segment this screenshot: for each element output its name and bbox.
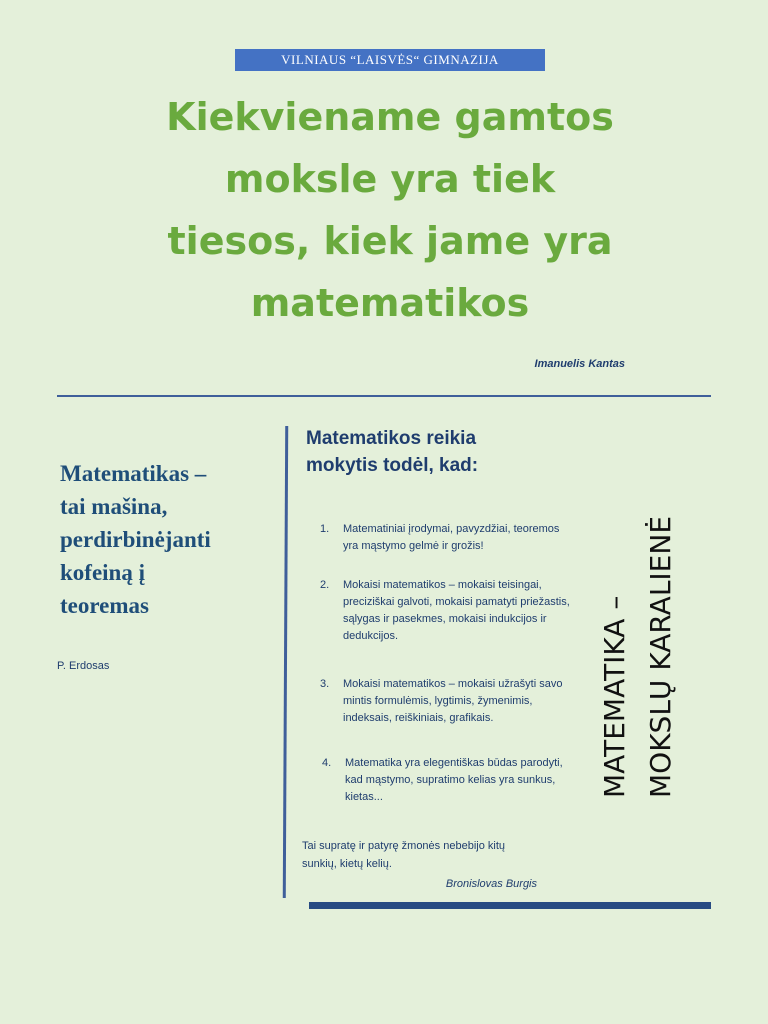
reasons-heading <box>306 425 566 479</box>
left-quote-line: Matematikas – <box>60 461 207 486</box>
left-quote-line: tai mašina, <box>60 494 168 519</box>
reasons-heading-line: mokytis todėl, kad: <box>306 455 479 476</box>
left-quote-line: perdirbinėjanti <box>60 527 211 552</box>
headline-author: Imanuelis Kantas <box>534 358 625 370</box>
vertical-title-line: MOKSLŲ KARALIENĖ <box>644 515 677 798</box>
headline-line: Kiekviename gamtos <box>166 95 614 139</box>
reason-number: 4. <box>322 757 332 769</box>
vertical-divider <box>283 426 288 898</box>
headline-line: matematikos <box>250 281 530 325</box>
headline-line: moksle yra tiek <box>224 157 556 201</box>
left-quote-line: kofeiną į <box>60 560 145 585</box>
closing-text: Tai supratę ir patyrę žmonės nebebijo kitų sunkių, kietų kelių. <box>302 840 505 870</box>
closing-author: Bronislovas Burgis <box>445 878 537 890</box>
headline-quote <box>150 86 630 334</box>
vertical-title-line: MATEMATIKA – <box>598 595 631 798</box>
vertical-title <box>592 498 692 798</box>
school-banner: VILNIAUS “LAISVĖS“ GIMNAZIJA <box>235 49 545 71</box>
left-quote <box>60 457 270 622</box>
horizontal-divider <box>57 395 711 397</box>
reason-text: Matematika yra elegentiškas būdas parodyti, kad mąstymo, supratimo kelias yra sunkus, kietas... <box>345 757 563 803</box>
reason-number: 1. <box>320 523 330 535</box>
reason-number: 3. <box>320 678 330 690</box>
reason-number: 2. <box>320 579 330 591</box>
reason-text: Matematiniai įrodymai, pavyzdžiai, teoremos yra mąstymo gelmė ir grožis! <box>343 523 560 552</box>
left-quote-line: teoremas <box>60 593 149 618</box>
bottom-bar <box>309 902 711 909</box>
left-quote-author: P. Erdosas <box>57 660 110 672</box>
reason-text: Mokaisi matematikos – mokaisi teisingai, preciziškai galvoti, mokaisi pamatyti priežastis, sąlygas ir pasekmes, mokaisi indukcijos ir dedukcijos. <box>343 579 570 642</box>
reasons-heading-line: Matematikos reikia <box>306 428 477 449</box>
reason-text: Mokaisi matematikos – mokaisi užrašyti savo mintis formulėmis, lygtimis, žymenimis, indeksais, reiškiniais, grafikais. <box>343 678 563 724</box>
headline-line: tiesos, kiek jame yra <box>167 219 613 263</box>
